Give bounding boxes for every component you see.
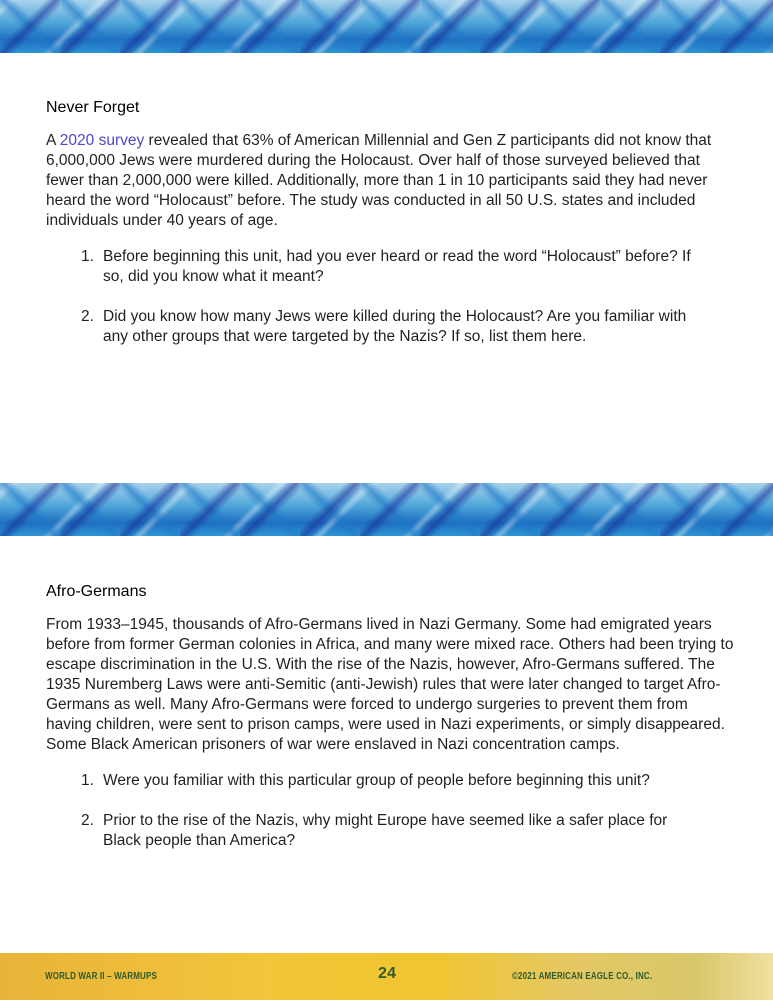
paragraph-text: revealed that 63% of American Millennial and Gen Z participants did not know that 6,000,000 Jews were murdered during the Holocaust. Over half of those surveyed believed that fewer than 2,000,000 were killed. Additionally, more than 1 in 10 participants said they had never heard the word “Holocaust” before. The study was conducted in all 50 U.S. states and included individuals under 40 years of age.: [46, 132, 712, 229]
section-paragraph: [46, 131, 736, 231]
question-text: Before beginning this unit, had you ever heard or read the word “Holocaust” before? If so, did you know what it meant?: [103, 248, 691, 285]
page-footer: [0, 953, 773, 1000]
decorative-banner-divider: [0, 483, 773, 536]
question-text: Were you familiar with this particular group of people before beginning this unit?: [103, 772, 650, 789]
footer-copyright: ©2021 AMERICAN EAGLE CO., INC.: [512, 971, 653, 982]
section-paragraph: From 1933–1945, thousands of Afro-Germans lived in Nazi Germany. Some had emigrated years before from former German colonies in Africa, and many were mixed race. Others had been trying to escape discrimination in the U.S. With the rise of the Nazis, however, Afro-Germans suffered. The 1935 Nuremberg Laws were anti-Semitic (anti-Jewish) rules that were later changed to target Afro-Germans as well. Many Afro-Germans were forced to undergo surgeries to prevent them from having children, were sent to prison camps, were used in Nazi experiments, or simply disappeared. Some Black American prisoners of war were enslaved in Nazi concentration camps.: [46, 616, 734, 753]
question-number: 1.: [81, 248, 94, 265]
question-list: [46, 771, 736, 851]
question-item: [46, 307, 713, 347]
question-number: 1.: [81, 772, 94, 789]
page-number: 24: [378, 965, 397, 982]
decorative-banner-top: [0, 0, 773, 53]
question-item: [46, 771, 736, 791]
section-never-forget: [46, 98, 736, 367]
question-number: 2.: [81, 308, 94, 325]
paragraph-text: A: [46, 132, 60, 149]
footer-title: WORLD WAR II – WARMUPS: [45, 971, 157, 982]
survey-link[interactable]: 2020 survey: [59, 132, 145, 149]
question-number: 2.: [81, 812, 94, 829]
question-item: [46, 811, 683, 851]
question-text: Did you know how many Jews were killed during the Holocaust? Are you familiar with any other groups that were targeted by the Nazis? If so, list them here.: [103, 308, 687, 345]
question-text: Prior to the rise of the Nazis, why might Europe have seemed like a safer place for Black people than America?: [103, 812, 668, 849]
section-afro-germans: [46, 582, 736, 871]
question-item: [46, 247, 713, 287]
section-heading: Afro-Germans: [46, 583, 147, 600]
question-list: [46, 247, 736, 347]
section-heading: Never Forget: [46, 99, 140, 116]
